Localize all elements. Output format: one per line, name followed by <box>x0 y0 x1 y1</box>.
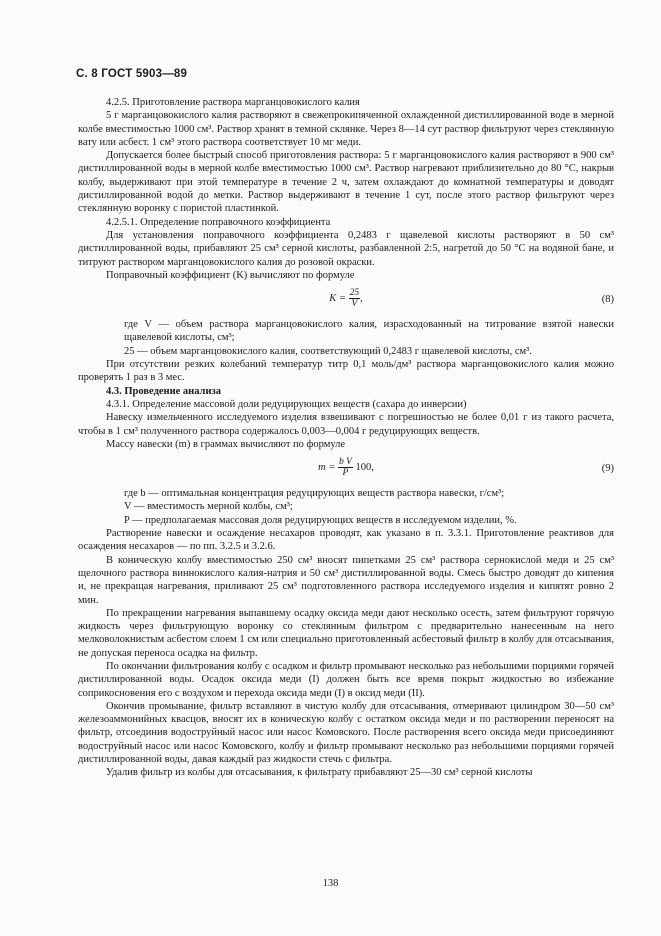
section-heading-4-3: 4.3. Проведение анализа <box>106 385 221 397</box>
paragraph: Удалив фильтр из колбы для отсасывания, к фильтрату прибавляют 25—30 см³ серной кислоты <box>106 767 533 779</box>
paragraph: Растворение навески и осаждение несахаров проводят, как указано в п. 3.3.1. Приготовление реактивов для осаждения несахаров — по пп. 3.2.5 и 3.2.6. <box>78 528 614 553</box>
fraction <box>338 457 353 478</box>
page-header: С. 8 ГОСТ 5903—89 <box>76 68 188 80</box>
fraction-numerator: b V <box>338 457 352 468</box>
formula-9 <box>78 453 614 483</box>
paragraph: Навеску измельченного исследуемого изделия взвешивают с погрешностью не более 0,01 г из такого расчета, чтобы в 1 см³ полученного раствора содержалось 0,003—0,004 г редуцирующих веществ. <box>78 412 614 437</box>
section-heading-4-2-5: 4.2.5. Приготовление раствора марганцовокислого калия <box>106 97 360 108</box>
formula-lhs: m = <box>318 462 336 474</box>
formula-tail: 100, <box>355 462 374 474</box>
formula-legend: где V — объем раствора марганцовокислого калия, израсходованный на титрование взятой навески щавелевой кислоты, см³; <box>124 319 614 344</box>
formula-legend: P — предполагаемая массовая доля редуцирующих веществ в исследуемом изделии, %. <box>124 514 517 526</box>
paragraph: В коническую колбу вместимостью 250 см³ вносят пипетками 25 см³ раствора сернокислой меди и 25 см³ щелочного раствора виннокислого калия-натрия и 50 см³ дистиллированной воды. Смесь быстро доводят до кипения и, не прекращая нагревания, приливают 25 см³ подготовленного раствора исследуемого изделия и кипятят ровно 2 мин. <box>78 554 614 606</box>
section-heading-4-2-5-1: 4.2.5.1. Определение поправочного коэффициента <box>106 216 331 228</box>
formula-legend: 25 — объем марганцовокислого калия, соответствующий 0,2483 г щавелевой кислоты, см³. <box>124 345 532 357</box>
section-heading-4-3-1: 4.3.1. Определение массовой доли редуцирующих веществ (сахара до инверсии) <box>106 398 467 410</box>
formula-legend: V — вместимость мерной колбы, см³; <box>124 501 293 513</box>
paragraph: Окончив промывание, фильтр вставляют в чистую колбу для отсасывания, отмеривают цилиндром 30—50 см³ железоаммонийных квасцов, вносят их в коническую колбу с остатком оксида меди и по растворении переносят на фильтр, отсоединив водоструйный насос или насос Комовского. После растворения всего оксида меди присоединяют водоструйный насос или насос Комовского, колбу и фильтр промывают несколько раз небольшими порциями горячей дистиллированной воды, давая каждый раз жидкости стечь с фильтра. <box>78 700 614 766</box>
formula-number: (9) <box>601 463 614 475</box>
fraction-numerator: 25 <box>349 288 360 299</box>
paragraph: Для установления поправочного коэффициента 0,2483 г щавелевой кислоты растворяют в 50 см³ дистиллированной воды, прибавляют 25 см³ серной кислоты, разбавленной 2:5, нагретой до 50 °С на водяной бане, и титруют раствором марганцовокислого калия до розовой окраски. <box>78 229 614 268</box>
fraction-denominator: P <box>342 468 349 479</box>
page-number: 138 <box>322 878 339 889</box>
document-body <box>78 96 614 780</box>
formula-8 <box>78 284 614 314</box>
paragraph: По прекращении нагревания выпавшему осадку оксида меди дают несколько осесть, затем фильтруют горячую жидкость через фильтрующую воронку со стеклянным фильтром с предварительно нанесенным на него мелковолокнистым асбестом слоем 1 см или специально приготовленный асбестовый фильтр в колбу для отсасывания, не допуская переноса осадка на фильтр. <box>78 607 614 659</box>
formula-tail: , <box>360 293 363 305</box>
paragraph: При отсутствии резких колебаний температур титр 0,1 моль/дм³ раствора марганцовокислого калия можно проверять 1 раз в 3 мес. <box>78 359 614 384</box>
formula-lhs: K = <box>329 293 346 305</box>
fraction <box>349 288 361 309</box>
formula-number: (8) <box>601 294 614 306</box>
fraction-denominator: V <box>351 299 358 310</box>
paragraph: По окончании фильтрования колбу с осадком и фильтр промывают несколько раз небольшими порциями горячей дистиллированной воды. Осадок оксида меди (I) должен быть все время покрыт жидкостью во избежание соприкосновения его с воздухом и перехода оксида меди (I) в оксид меди (II). <box>78 660 614 699</box>
formula-legend: где b — оптимальная концентрация редуцирующих веществ раствора навески, г/см³; <box>124 488 505 500</box>
paragraph: Массу навески (m) в граммах вычисляют по формуле <box>106 438 346 450</box>
paragraph: 5 г марганцовокислого калия растворяют в свежепрокипяченной охлажденной дистиллированной воде в мерной колбе вместимостью 1000 см³. Раствор хранят в темной склянке. Через 8—14 сут раствор фильтруют через стеклянную вату или асбест. 1 см³ этого раствора соответствует 10 мг меди. <box>78 110 614 148</box>
paragraph: Поправочный коэффициент (K) вычисляют по формуле <box>106 269 355 281</box>
paragraph: Допускается более быстрый способ приготовления раствора: 5 г марганцовокислого калия растворяют в 900 см³ дистиллированной воды в мерной колбе вместимостью 1000 см³. Раствор нагревают приблизительно до 80 °С, накрыв колбу, выдерживают при этой температуре в течение 2 ч, затем охлаждают до комнатной температуры и доводят дистиллированной водой до метки. Раствор выдерживают в течение 1 сут, после этого раствор фильтруют через стеклянную воронку с пористой пластинкой. <box>78 150 614 215</box>
